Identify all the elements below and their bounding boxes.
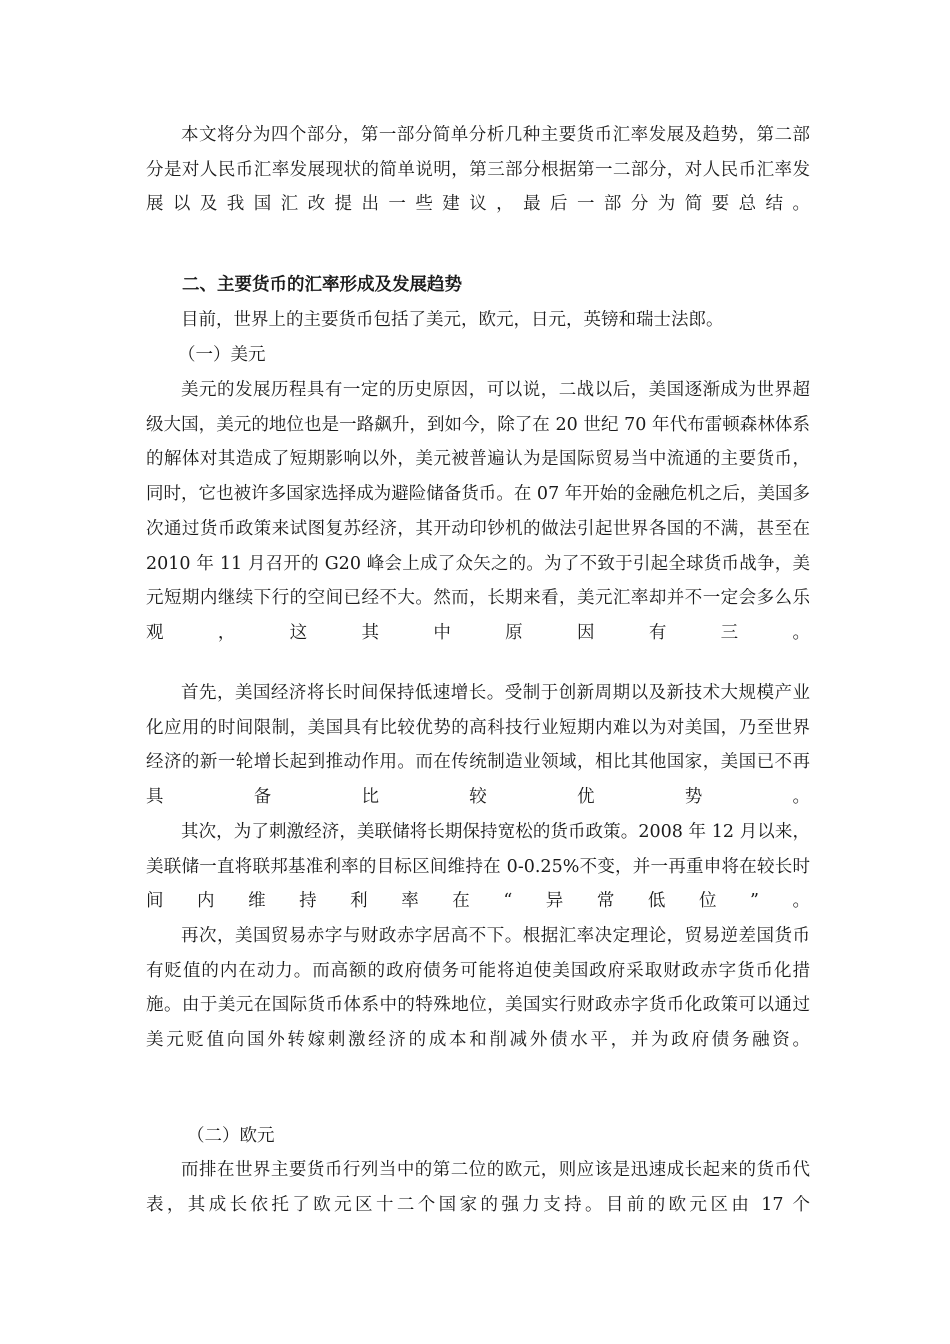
usd-paragraph-3: 其次，为了刺激经济，美联储将长期保持宽松的货币政策。2008 年 12 月以来，美联储一直将联邦基准利率的目标区间维持在 0-0.25%不变，并一再重申将在较长时间内维持利率在“异常低位”。	[146, 822, 810, 912]
usd-paragraph-2: 首先，美国经济将长时间保持低速增长。受制于创新周期以及新技术大规模产业化应用的时间限制，美国具有比较优势的高科技行业短期内难以为对美国，乃至世界经济的新一轮增长起到推动作用。而在传统制造业领域，相比其他国家，美国已不再具备比较优势。	[146, 683, 810, 808]
intro-paragraph: 本文将分为四个部分，第一部分简单分析几种主要货币汇率发展及趋势，第二部分是对人民币汇率发展现状的简单说明，第三部分根据第一二部分，对人民币汇率发展以及我国汇改提出一些建议，最后一部分为简要总结。	[146, 125, 810, 215]
subsection-title-usd: （一）美元	[178, 345, 266, 365]
subsection-title-eur: （二）欧元	[187, 1126, 275, 1146]
section-lead-paragraph: 目前，世界上的主要货币包括了美元，欧元，日元，英镑和瑞士法郎。	[181, 310, 724, 330]
eur-paragraph-1: 而排在世界主要货币行列当中的第二位的欧元，则应该是迅速成长起来的货币代表，其成长依托了欧元区十二个国家的强力支持。目前的欧元区由 17 个	[146, 1160, 810, 1215]
section-heading: 二、主要货币的汇率形成及发展趋势	[182, 275, 462, 295]
usd-paragraph-4: 再次，美国贸易赤字与财政赤字居高不下。根据汇率决定理论，贸易逆差国货币有贬值的内在动力。而高额的政府债务可能将迫使美国政府采取财政赤字货币化措施。由于美元在国际货币体系中的特殊地位，美国实行财政赤字货币化政策可以通过美元贬值向国外转嫁刺激经济的成本和削减外债水平，并为政府债务融资。	[146, 926, 810, 1051]
usd-paragraph-1: 美元的发展历程具有一定的历史原因，可以说，二战以后，美国逐渐成为世界超级大国，美元的地位也是一路飙升，到如今，除了在 20 世纪 70 年代布雷顿森林体系的解体对其造成了短期影响以外，美元被普遍认为是国际贸易当中流通的主要货币，同时，它也被许多国家选择成为避险储备货币。在 07 年开始的金融危机之后，美国多次通过货币政策来试图复苏经济，其开动印钞机的做法引起世界各国的不满，甚至在 2010 年 11 月召开的 G20 峰会上成了众矢之的。为了不致于引起全球货币战争，美元短期内继续下行的空间已经不大。然而，长期来看，美元汇率却并不一定会多么乐观，这其中原因有三。	[146, 380, 810, 643]
